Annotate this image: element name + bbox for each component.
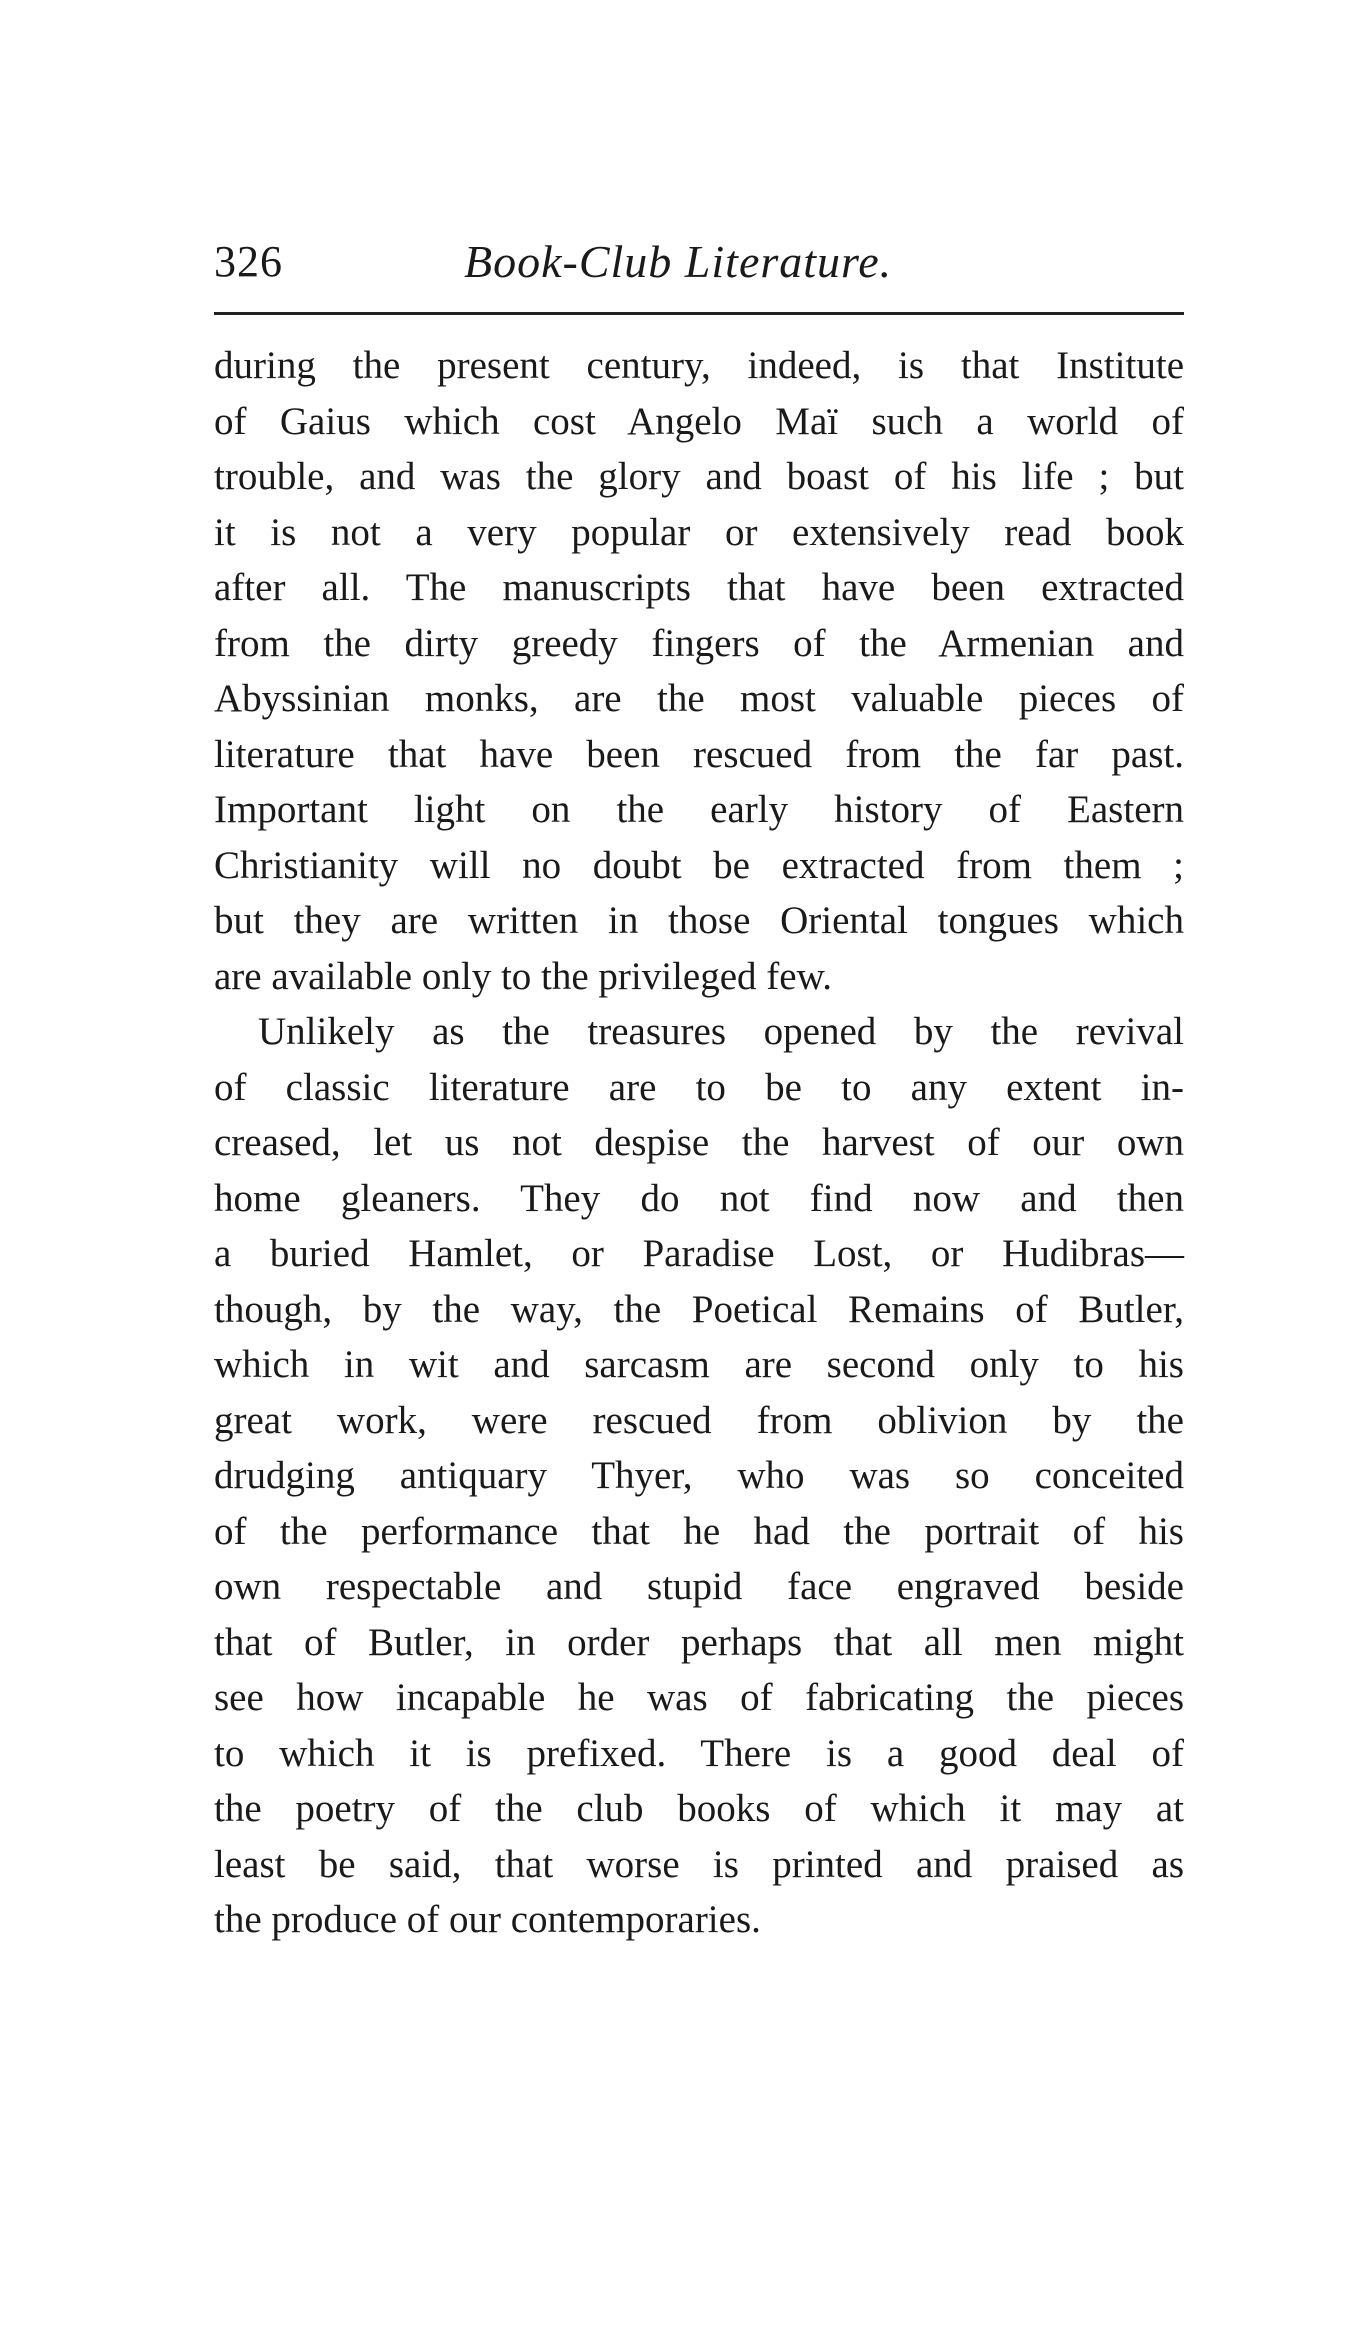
text-line: a buried Hamlet, or Paradise Lost, or Hudibras—: [214, 1232, 1184, 1275]
text-line: drudging antiquary Thyer, who was so conceited: [214, 1454, 1184, 1497]
text-line: which in wit and sarcasm are second only to his: [214, 1343, 1184, 1386]
text-line: though, by the way, the Poetical Remains of Butler,: [214, 1287, 1184, 1331]
text-line: it is not a very popular or extensively read book: [214, 510, 1184, 554]
header-rule: [214, 312, 1184, 315]
text-line: of Gaius which cost Angelo Maï such a world of: [214, 399, 1184, 443]
paragraph-2: [214, 1004, 1184, 1948]
text-line: after all. The manuscripts that have been extracted: [214, 566, 1184, 609]
text-line: the produce of our contemporaries.: [214, 1898, 761, 1941]
text-line: to which it is prefixed. There is a good deal of: [214, 1731, 1184, 1775]
text-line: the poetry of the club books of which it may at: [214, 1787, 1184, 1830]
text-line: great work, were rescued from oblivion by the: [214, 1398, 1184, 1442]
text-line: least be said, that worse is printed and praised as: [214, 1842, 1184, 1886]
running-title: Book-Club Literature.: [464, 236, 893, 287]
paragraph-1: [214, 338, 1184, 1004]
text-line: from the dirty greedy fingers of the Armenian and: [214, 621, 1184, 665]
text-line: Christianity will no doubt be extracted from them ;: [214, 843, 1184, 887]
text-line: but they are written in those Oriental tongues which: [214, 899, 1184, 942]
page-number: 326: [214, 237, 283, 286]
text-line: of the performance that he had the portrait of his: [214, 1509, 1184, 1553]
text-line: are available only to the privileged few.: [214, 954, 832, 998]
text-line: home gleaners. They do not find now and then: [214, 1176, 1184, 1220]
body-text: [214, 338, 1184, 1948]
text-line: literature that have been rescued from the far past.: [214, 732, 1184, 776]
text-line: trouble, and was the glory and boast of his life ; but: [214, 455, 1184, 498]
text-line: creased, let us not despise the harvest of our own: [214, 1121, 1184, 1164]
text-line: Abyssinian monks, are the most valuable pieces of: [214, 677, 1184, 720]
text-line: see how incapable he was of fabricating the pieces: [214, 1676, 1184, 1719]
text-line: Unlikely as the treasures opened by the revival: [258, 1010, 1184, 1053]
text-line: during the present century, indeed, is that Institute: [214, 344, 1184, 387]
text-line: own respectable and stupid face engraved beside: [214, 1565, 1184, 1608]
text-line: of classic literature are to be to any extent in-: [214, 1065, 1184, 1109]
page-header: [214, 232, 1184, 292]
text-line: Important light on the early history of Eastern: [214, 788, 1184, 831]
text-line: that of Butler, in order perhaps that all men might: [214, 1620, 1184, 1664]
